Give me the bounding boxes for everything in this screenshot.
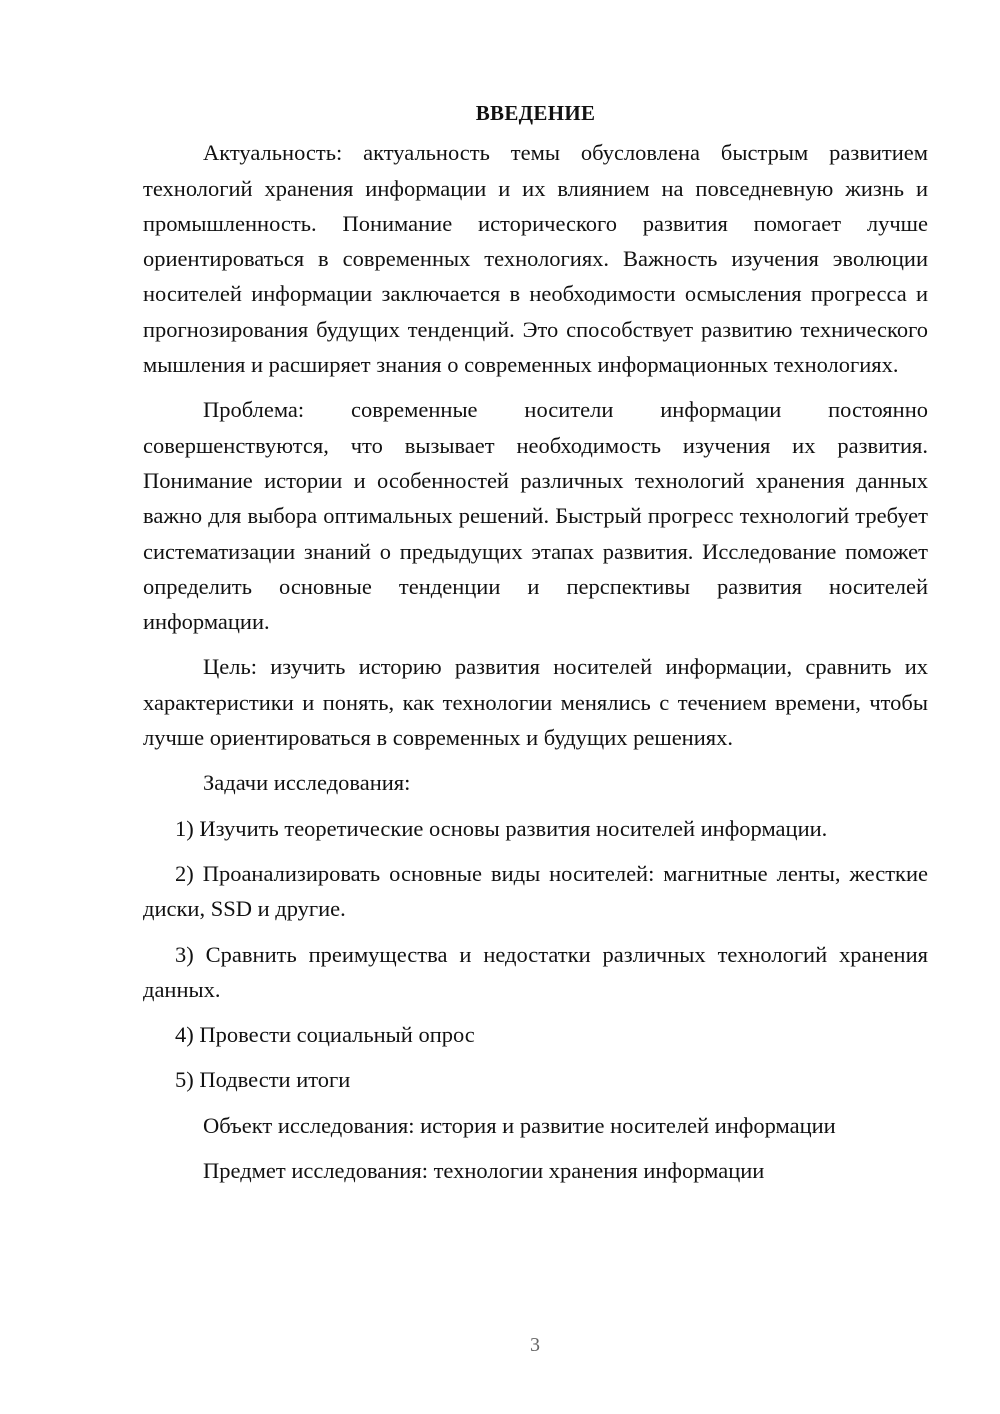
task-item: 1) Изучить теоретические основы развития носителей информации. — [175, 815, 828, 841]
paragraph-relevance: Актуальность: актуальность темы обусловлена быстрым развитием технологий хранения информации и их влиянием на повседневную жизнь и промышленность. Понимание исторического развития помогает лучше ориентироваться в современных технологиях. Важность изучения эволюции носителей информации заключается в необходимости осмысления прогресса и прогнозирования будущих тенденций. Это способствует развитию технического мышления и расширяет знания о современных информационных технологиях. — [143, 140, 928, 378]
paragraph-goal: Цель: изучить историю развития носителей информации, сравнить их характеристики и понять, как технологии менялись с течением времени, чтобы лучше ориентироваться в современных и будущих решениях. — [143, 654, 928, 751]
research-object: Объект исследования: история и развитие носителей информации — [203, 1112, 836, 1138]
research-subject: Предмет исследования: технологии хранения информации — [203, 1158, 765, 1184]
page-number: 3 — [530, 1334, 540, 1356]
task-item: 4) Провести социальный опрос — [175, 1022, 475, 1048]
task-item: 3) Сравнить преимущества и недостатки различных технологий хранения данных. — [143, 941, 928, 1002]
task-item: 2) Проанализировать основные виды носителей: магнитные ленты, жесткие диски, SSD и другие. — [143, 860, 928, 922]
task-item: 5) Подвести итоги — [175, 1067, 351, 1093]
page-title: ВВЕДЕНИЕ — [475, 101, 596, 125]
tasks-heading: Задачи исследования: — [203, 770, 411, 796]
document-page — [143, 96, 928, 1198]
paragraph-problem: Проблема: современные носители информации постоянно совершенствуются, что вызывает необходимость изучения их развития. Понимание истории и особенностей различных технологий хранения данных важно для выбора оптимальных решений. Быстрый прогресс технологий требует систематизации знаний о предыдущих этапах развития. Исследование поможет определить основные тенденции и перспективы развития носителей информации. — [143, 397, 928, 635]
